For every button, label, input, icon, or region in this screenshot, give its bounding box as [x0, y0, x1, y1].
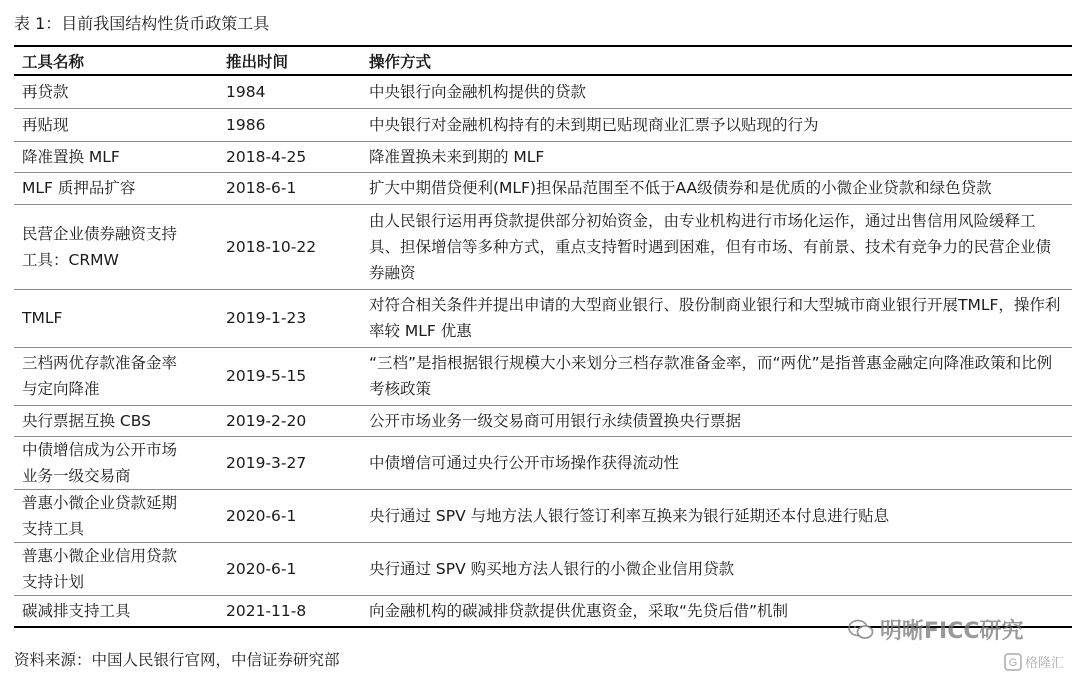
cell-operation-method: 扩大中期借贷便利(MLF)担保品范围至不低于AA级债券和是优质的小微企业贷款和绿色贷款: [361, 172, 1072, 204]
watermark-main: [848, 614, 1024, 645]
cell-tool-name: [14, 108, 218, 141]
policy-tools-table: [14, 45, 1072, 628]
cell-tool-name: [14, 489, 218, 542]
cell-tool-name: [14, 75, 218, 108]
cell-launch-date: 2019-2-20: [218, 405, 361, 436]
table-row: [14, 172, 1072, 204]
header-launch-date: 推出时间: [218, 46, 361, 75]
cell-launch-date: 2019-5-15: [218, 347, 361, 405]
table-row: [14, 289, 1072, 347]
cell-operation-method: 央行通过 SPV 与地方法人银行签订利率互换来为银行延期还本付息进行贴息: [361, 489, 1072, 542]
table-row: [14, 405, 1072, 436]
header-operation-method: 操作方式: [361, 46, 1072, 75]
cell-operation-method: “三档”是指根据银行规模大小来划分三档存款准备金率，而“两优”是指普惠金融定向降准政策和比例考核政策: [361, 347, 1072, 405]
cell-operation-method: 中债增信可通过央行公开市场操作获得流动性: [361, 436, 1072, 489]
tool-name-line: 与定向降准: [22, 380, 100, 398]
tool-name-line: 业务一级交易商: [22, 466, 131, 485]
cell-launch-date: 2018-10-22: [218, 204, 361, 289]
tool-name-line: 三档两优存款准备金率: [22, 354, 178, 372]
cell-operation-method: 降准置换未来到期的 MLF: [361, 141, 1072, 172]
cell-launch-date: 2019-1-23: [218, 289, 361, 347]
cell-launch-date: 2021-11-8: [218, 595, 361, 627]
cell-tool-name: [14, 542, 218, 595]
cell-tool-name: [14, 405, 218, 436]
cell-tool-name: [14, 204, 218, 289]
cell-tool-name: [14, 141, 218, 172]
cell-tool-name: [14, 289, 218, 347]
cell-operation-method: 公开市场业务一级交易商可用银行永续债置换央行票据: [361, 405, 1072, 436]
table-row: [14, 75, 1072, 108]
table-caption: 表 1：目前我国结构性货币政策工具: [14, 14, 270, 33]
cell-launch-date: 2020-6-1: [218, 542, 361, 595]
cell-operation-method: 央行通过 SPV 购买地方法人银行的小微企业信用贷款: [361, 542, 1072, 595]
cell-launch-date: 2018-6-1: [218, 172, 361, 204]
tool-name-line: 碳减排支持工具: [22, 601, 131, 620]
watermark-main-text: 明晰FICC研究: [880, 619, 1024, 644]
watermark-corner: [1004, 652, 1064, 671]
tool-name-line: 降准置换 MLF: [22, 147, 120, 166]
cell-tool-name: [14, 595, 218, 627]
cell-launch-date: 1986: [218, 108, 361, 141]
tool-name-line: TMLF: [22, 309, 63, 327]
tool-name-line: 普惠小微企业信用贷款: [22, 546, 178, 565]
cell-tool-name: [14, 172, 218, 204]
cell-tool-name: [14, 347, 218, 405]
table-header-row: [14, 46, 1072, 75]
table-row: [14, 436, 1072, 489]
watermark-corner-text: 格隆汇: [1025, 656, 1065, 671]
cell-operation-method: 中央银行对金融机构持有的未到期已贴现商业汇票予以贴现的行为: [361, 108, 1072, 141]
tool-name-line: 再贷款: [22, 82, 69, 101]
tool-name-line: MLF 质押品扩容: [22, 179, 136, 197]
table-row: [14, 204, 1072, 289]
cell-operation-method: 由人民银行运用再贷款提供部分初始资金，由专业机构进行市场化运作，通过出售信用风险缓释工具、担保增信等多种方式，重点支持暂时遇到困难，但有市场、有前景、技术有竞争力的民营企业债券融资: [361, 204, 1072, 289]
cell-launch-date: 2020-6-1: [218, 489, 361, 542]
cell-tool-name: [14, 436, 218, 489]
tool-name-line: 普惠小微企业贷款延期: [22, 493, 178, 512]
cell-launch-date: 2018-4-25: [218, 141, 361, 172]
tool-name-line: 再贴现: [22, 115, 69, 134]
cell-operation-method: 中央银行向金融机构提供的贷款: [361, 75, 1072, 108]
wechat-icon: [848, 619, 874, 641]
header-tool-name: 工具名称: [14, 46, 218, 75]
source-note: 资料来源：中国人民银行官网，中信证券研究部: [14, 651, 340, 669]
table-body: [14, 75, 1072, 627]
gelonghui-logo-icon: [1004, 653, 1022, 671]
svg-text:G: G: [1008, 656, 1018, 669]
cell-launch-date: 2019-3-27: [218, 436, 361, 489]
tool-name-line: 支持计划: [22, 572, 85, 591]
tool-name-line: 央行票据互换 CBS: [22, 411, 151, 430]
tool-name-line: 支持工具: [22, 519, 85, 538]
cell-operation-method: 向金融机构的碳减排贷款提供优惠资金，采取“先贷后借”机制: [361, 595, 1072, 627]
table-row: [14, 141, 1072, 172]
table-row: [14, 108, 1072, 141]
table-row: [14, 542, 1072, 595]
cell-operation-method: 对符合相关条件并提出申请的大型商业银行、股份制商业银行和大型城市商业银行开展TMLF，操作利率较 MLF 优惠: [361, 289, 1072, 347]
tool-name-line: 工具：CRMW: [22, 250, 119, 269]
tool-name-line: 民营企业债券融资支持: [22, 224, 178, 243]
tool-name-line: 中债增信成为公开市场: [22, 440, 178, 459]
cell-launch-date: 1984: [218, 75, 361, 108]
table-row: [14, 489, 1072, 542]
table-row: [14, 347, 1072, 405]
